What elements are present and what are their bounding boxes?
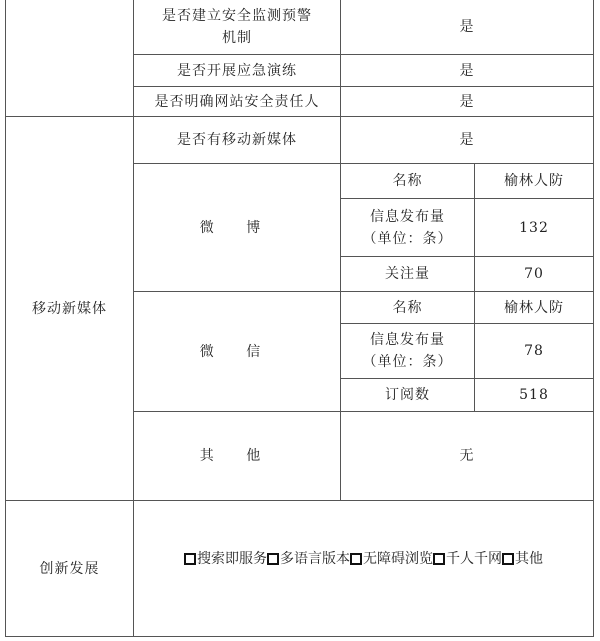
option-label: 搜索即服务	[197, 550, 267, 567]
checkbox-icon[interactable]	[433, 553, 445, 565]
monitoring-value: 是	[459, 19, 475, 35]
option-accessibility[interactable]	[350, 548, 433, 570]
drill-value: 是	[459, 62, 475, 79]
option-label: 千人千网	[446, 550, 502, 567]
new-media-section-label: 移动新媒体	[32, 300, 107, 317]
monitoring-label-line2: 机制	[222, 30, 252, 46]
weibo-publish-value: 132	[519, 219, 549, 236]
other-label: 其 他	[199, 448, 275, 464]
checkbox-icon[interactable]	[267, 553, 279, 565]
weibo-publish-label-line2: （单位：条）	[362, 230, 453, 247]
responsible-value: 是	[459, 93, 475, 110]
option-search-as-service[interactable]	[184, 548, 267, 570]
wechat-publish-label-line2: （单位：条）	[362, 354, 453, 370]
option-label: 其他	[515, 550, 543, 567]
drill-label: 是否开展应急演练	[177, 62, 297, 79]
wechat-name-label: 名称	[392, 299, 423, 316]
option-other[interactable]	[502, 548, 543, 570]
weibo-follow-label: 关注量	[385, 266, 430, 282]
weibo-follow-value: 70	[524, 266, 544, 282]
has-media-value: 是	[459, 132, 475, 148]
wechat-publish-label-line1: 信息发布量	[370, 332, 445, 348]
option-label: 多语言版本	[280, 550, 350, 567]
weibo-publish-label	[341, 199, 474, 256]
monitoring-label	[134, 0, 340, 54]
innovation-section-label: 创新发展	[39, 560, 100, 577]
has-media-label: 是否有移动新媒体	[177, 132, 297, 148]
wechat-publish-label	[341, 324, 474, 378]
wechat-subscribe-label: 订阅数	[385, 387, 430, 403]
checkbox-icon[interactable]	[184, 553, 196, 565]
weibo-publish-label-line1: 信息发布量	[370, 208, 445, 225]
option-label: 无障碍浏览	[363, 550, 433, 567]
wechat-name-value: 榆林人防	[504, 299, 564, 316]
weibo-name-value: 榆林人防	[504, 173, 564, 189]
weibo-label: 微 博	[199, 219, 275, 236]
weibo-name-label: 名称	[392, 173, 423, 189]
checkbox-icon[interactable]	[502, 553, 514, 565]
option-personalized[interactable]	[433, 548, 502, 570]
monitoring-label-line1: 是否建立安全监测预警	[162, 8, 312, 24]
wechat-label: 微 信	[199, 343, 275, 360]
grid-line	[593, 0, 594, 637]
wechat-subscribe-value: 518	[519, 387, 549, 403]
responsible-label: 是否明确网站安全责任人	[154, 93, 320, 110]
other-value: 无	[459, 448, 475, 464]
grid-line	[5, 636, 593, 637]
option-multilingual[interactable]	[267, 548, 350, 570]
wechat-publish-value: 78	[524, 343, 544, 359]
innovation-options	[134, 501, 593, 616]
checkbox-icon[interactable]	[350, 553, 362, 565]
